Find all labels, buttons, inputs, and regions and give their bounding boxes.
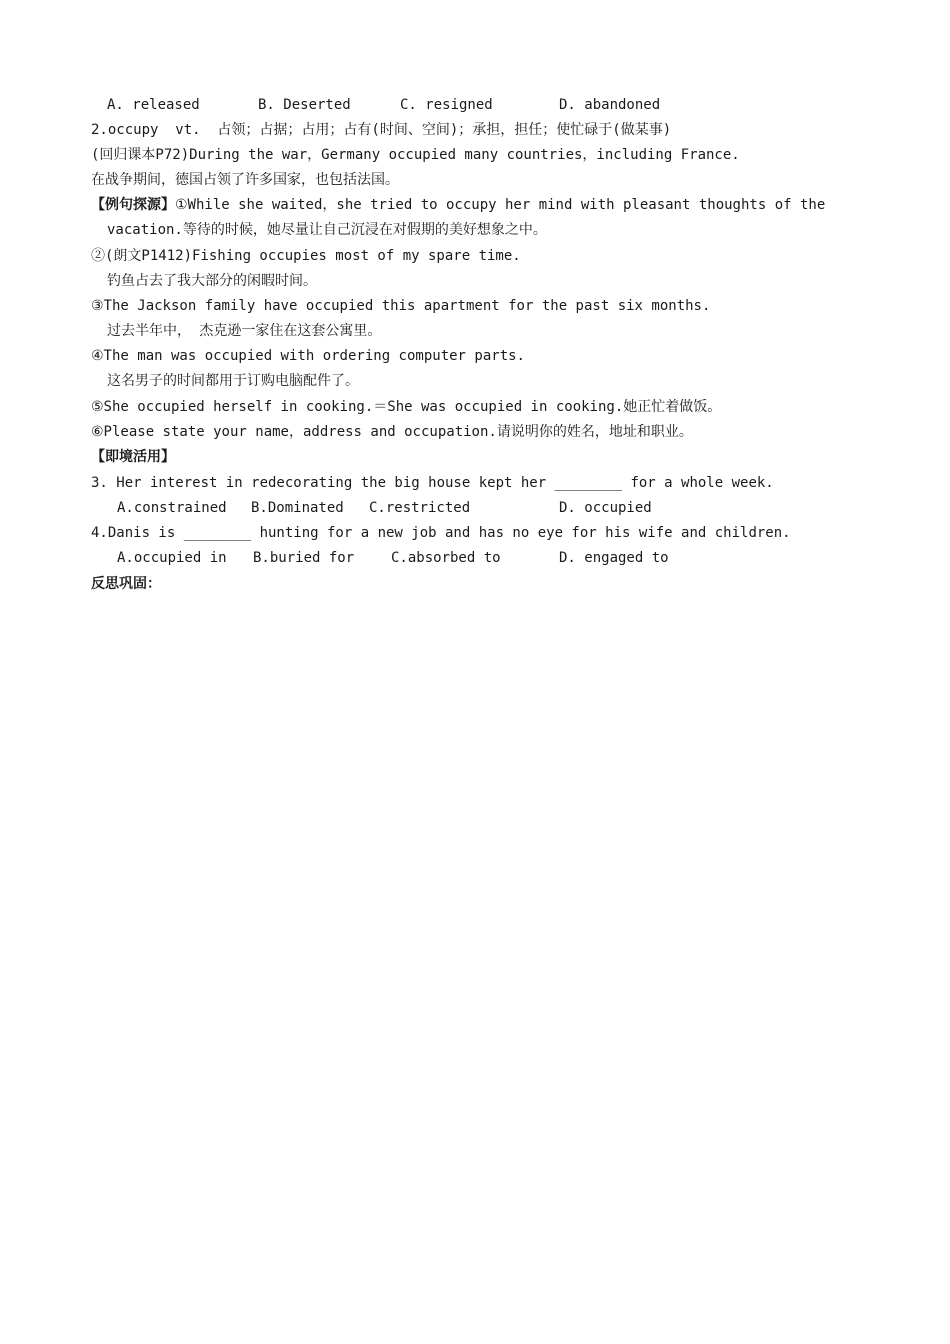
q4-option-c: C.absorbed to bbox=[391, 550, 501, 566]
textbook-translation: 在战争期间，德国占领了许多国家，也包括法国。 bbox=[91, 172, 399, 188]
reflection-heading: 反思巩固： bbox=[91, 576, 161, 592]
q3-option-b: B.Dominated bbox=[251, 500, 344, 516]
example-1: ①While she waited，she tried to occupy her mind with pleasant thoughts of the bbox=[175, 197, 826, 213]
example-2: ②(朗文P1412)Fishing occupies most of my spare time. bbox=[91, 248, 521, 264]
example-3: ③The Jackson family have occupied this apartment for the past six months. bbox=[91, 298, 711, 314]
example-1-cont: vacation.等待的时候，她尽量让自己沉浸在对假期的美好想象之中。 bbox=[107, 222, 547, 238]
q4-stem: 4.Danis is ________ hunting for a new job and has no eye for his wife and children. bbox=[91, 525, 791, 541]
example-5: ⑤She occupied herself in cooking.＝She was occupied in cooking.她正忙着做饭。 bbox=[91, 399, 722, 415]
examples-heading: 【例句探源】 bbox=[91, 197, 175, 213]
example-4-cont: 这名男子的时间都用于订购电脑配件了。 bbox=[107, 373, 359, 389]
q3-option-c: C.restricted bbox=[369, 500, 471, 516]
textbook-example: (回归课本P72)During the war，Germany occupied many countries，including France. bbox=[91, 147, 740, 163]
q3-option-d: D. occupied bbox=[559, 500, 652, 516]
practice-heading: 【即境活用】 bbox=[91, 449, 175, 465]
example-3-cont: 过去半年中， 杰克逊一家住在这套公寓里。 bbox=[107, 323, 382, 339]
q1-option-c: C. resigned bbox=[400, 97, 493, 113]
q3-stem: 3. Her interest in redecorating the big house kept her ________ for a whole week. bbox=[91, 475, 774, 491]
q4-option-d: D. engaged to bbox=[559, 550, 669, 566]
q1-option-b: B. Deserted bbox=[258, 97, 351, 113]
example-6: ⑥Please state your name，address and occupation.请说明你的姓名，地址和职业。 bbox=[91, 424, 693, 440]
example-2-cont: 钓鱼占去了我大部分的闲暇时间。 bbox=[107, 273, 317, 289]
word-entry: 2.occupy vt. 占领；占据；占用；占有(时间、空间)；承担，担任；使忙碌于(做某事) bbox=[91, 122, 672, 138]
q3-option-a: A.constrained bbox=[117, 500, 227, 516]
q4-option-a: A.occupied in bbox=[117, 550, 227, 566]
q1-option-d: D. abandoned bbox=[559, 97, 661, 113]
examples-line-1 bbox=[91, 196, 825, 214]
q1-option-a: A. released bbox=[107, 97, 200, 113]
example-4: ④The man was occupied with ordering computer parts. bbox=[91, 348, 525, 364]
q4-option-b: B.buried for bbox=[253, 550, 355, 566]
